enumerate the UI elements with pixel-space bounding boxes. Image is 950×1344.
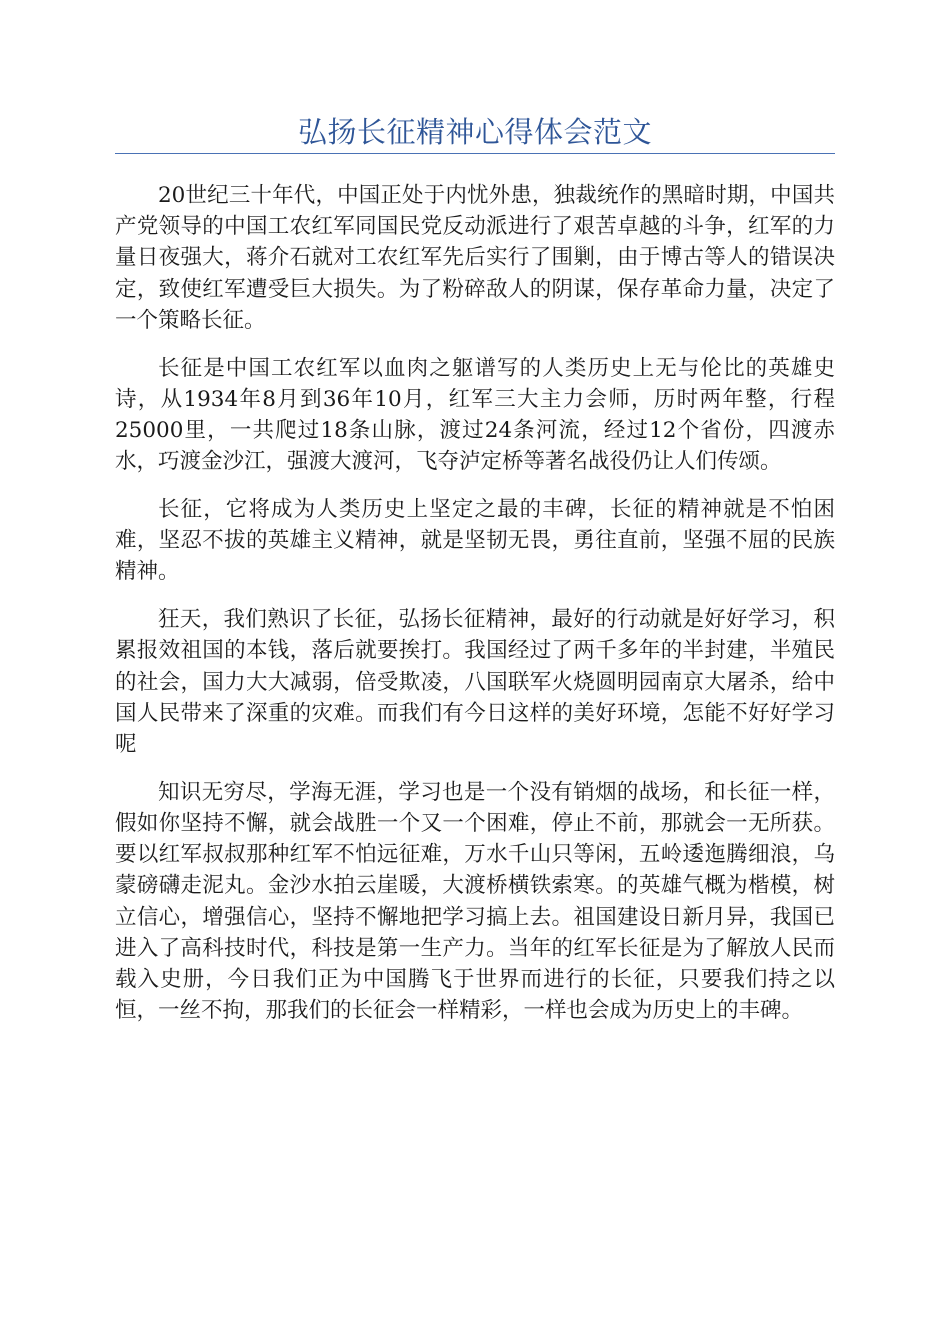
paragraph-1: 20世纪三十年代，中国正处于内忧外患，独裁统作的黑暗时期，中国共产党领导的中国工农红军同国民党反动派进行了艰苦卓越的斗争，红军的力量日夜强大，蒋介石就对工农红军先后实行了围剿，由于博古等人的错误决定，致使红军遭受巨大损失。为了粉碎敌人的阴谋，保存革命力量，决定了一个策略长征。	[115, 183, 835, 333]
paragraph-3: 长征，它将成为人类历史上坚定之最的丰碑，长征的精神就是不怕困难，坚忍不拔的英雄主义精神，就是坚韧无畏，勇往直前，坚强不屈的民族精神。	[115, 497, 835, 585]
paragraph-5: 知识无穷尽，学海无涯，学习也是一个没有销烟的战场，和长征一样，假如你坚持不懈，就会战胜一个又一个困难，停止不前，那就会一无所获。要以红军叔叔那种红军不怕远征难，万水千山只等闲，五岭逶迤腾细浪，乌蒙磅礴走泥丸。金沙水拍云崖暖，大渡桥横铁索寒。的英雄气概为楷模，树立信心，增强信心，坚持不懈地把学习搞上去。祖国建设日新月异，我国已进入了高科技时代，科技是第一生产力。当年的红军长征是为了解放人民而载入史册，今日我们正为中国腾飞于世界而进行的长征，只要我们持之以恒，一丝不拘，那我们的长征会一样精彩，一样也会成为历史上的丰碑。	[115, 779, 835, 1024]
document-title: 弘扬长征精神心得体会范文	[297, 115, 652, 149]
paragraph-4: 狂天，我们熟识了长征，弘扬长征精神，最好的行动就是好好学习，积累报效祖国的本钱，落后就要挨打。我国经过了两千多年的半封建，半殖民的社会，国力大大减弱，倍受欺凌，八国联军火烧圆明园南京大屠杀，给中国人民带来了深重的灾难。而我们有今日这样的美好环境，怎能不好好学习呢	[115, 607, 835, 758]
paragraph-2: 长征是中国工农红军以血肉之躯谱写的人类历史上无与伦比的英雄史诗，从1934年8月到36年10月，红军三大主力会师，历时两年整，行程25000里，一共爬过18条山脉，渡过24条河流，经过12个省份，四渡赤水，巧渡金沙江，强渡大渡河，飞夺泸定桥等著名战役仍让人们传颂。	[115, 355, 835, 475]
document-body	[115, 180, 835, 1043]
title-underline	[115, 153, 835, 154]
